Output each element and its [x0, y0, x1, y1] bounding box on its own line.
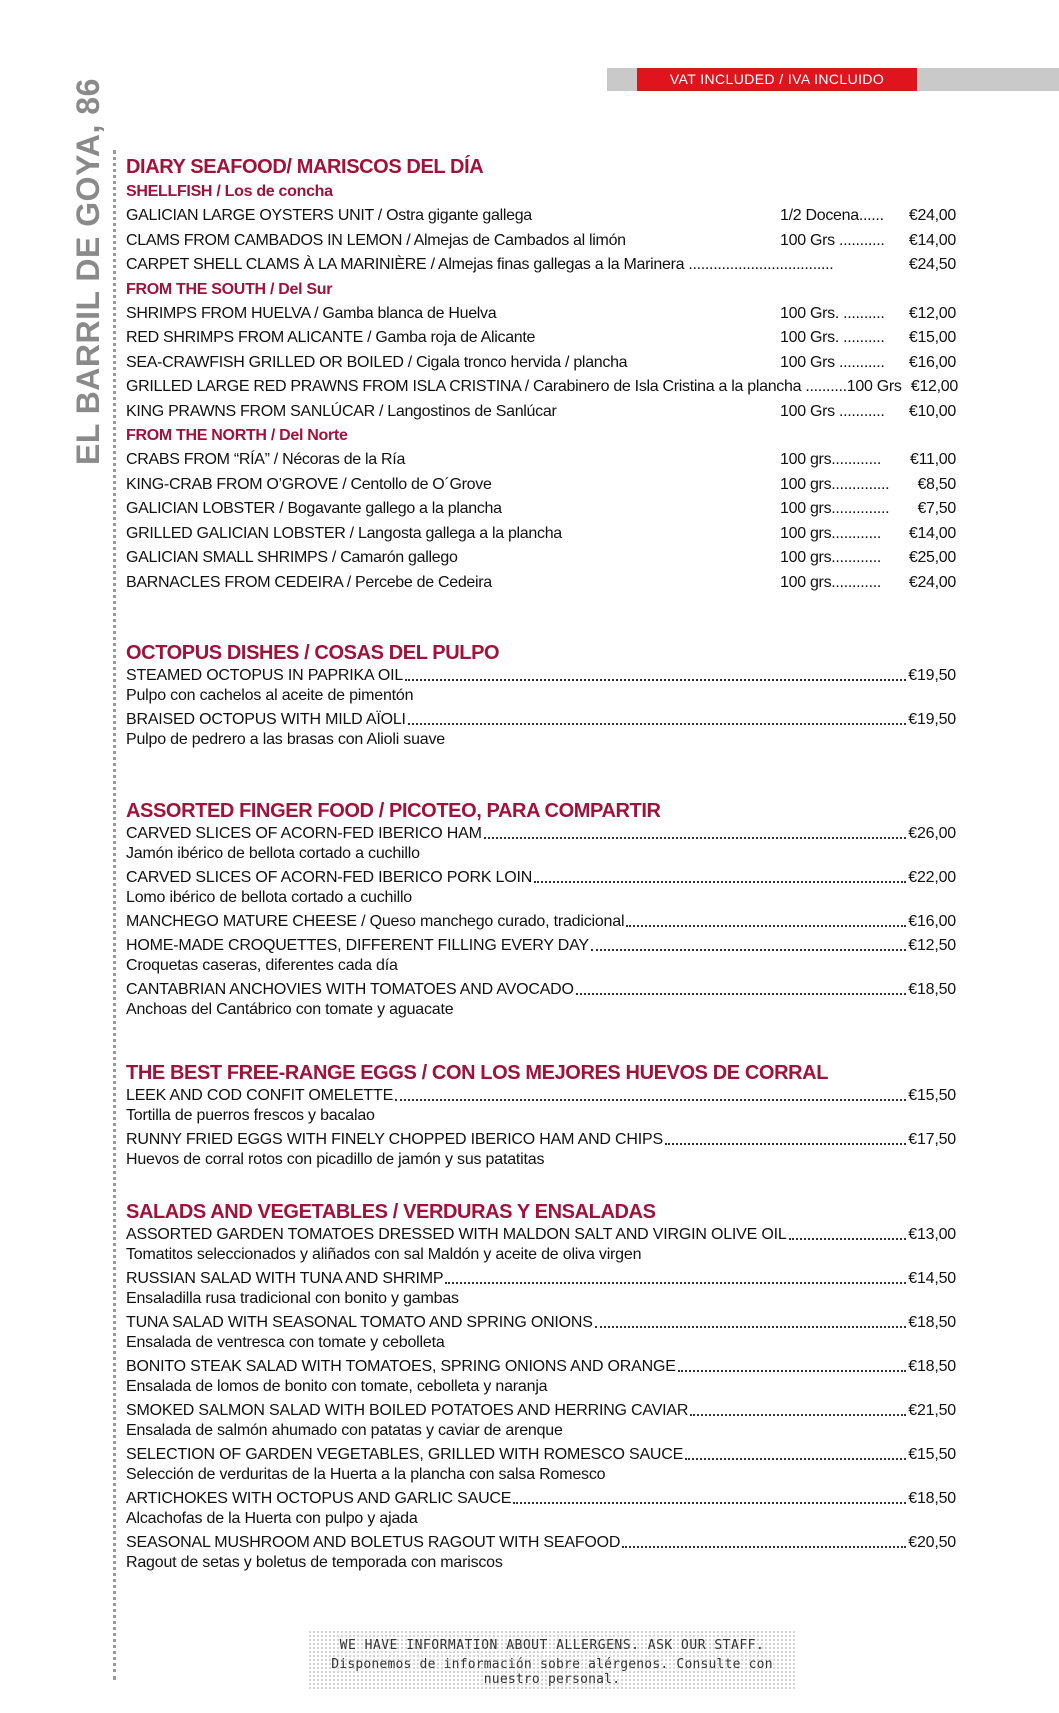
menu-item: [126, 473, 956, 498]
menu-item: [126, 375, 956, 400]
subsection-label: FROM THE NORTH / Del Norte: [126, 427, 348, 444]
dot-leader: [665, 1130, 906, 1145]
item-name: HOME-MADE CROQUETTES, DIFFERENT FILLING EVERY DAY: [126, 937, 589, 954]
item-name: MANCHEGO MATURE CHEESE / Queso manchego curado, tradicional: [126, 913, 625, 930]
menu-item: [126, 204, 956, 229]
menu-item: [126, 1533, 956, 1573]
menu-item: [126, 980, 956, 1020]
item-price: €14,00: [908, 524, 956, 542]
item-price: €17,50: [908, 1131, 956, 1148]
item-name: GRILLED LARGE RED PRAWNS FROM ISLA CRISTINA / Carabinero de Isla Cristina a la plancha ..........100 Grs: [126, 378, 902, 395]
item-price: €24,00: [908, 207, 956, 224]
item-name: SHRIMPS FROM HUELVA / Gamba blanca de Huelva: [126, 304, 497, 322]
item-price: €12,00: [910, 378, 958, 395]
item-price: €25,00: [908, 549, 956, 566]
item-price: €22,00: [908, 869, 956, 886]
dot-leader: [622, 1533, 906, 1548]
item-name: RUSSIAN SALAD WITH TUNA AND SHRIMP: [126, 1270, 444, 1287]
item-name: CARVED SLICES OF ACORN-FED IBERICO PORK LOIN: [126, 869, 533, 886]
menu-item: [126, 302, 956, 327]
dot-leader: [484, 824, 907, 839]
item-description: Lomo ibérico de bellota cortado a cuchillo: [126, 889, 412, 906]
item-name: GALICIAN LARGE OYSTERS UNIT / Ostra gigante gallega: [126, 207, 532, 224]
item-price: €16,00: [908, 353, 956, 371]
item-name: SMOKED SALMON SALAD WITH BOILED POTATOES AND HERRING CAVIAR: [126, 1402, 689, 1419]
item-name: GRILLED GALICIAN LOBSTER / Langosta gallega a la plancha: [126, 524, 562, 542]
dot-leader: [395, 1086, 906, 1101]
item-price: €11,00: [910, 451, 956, 468]
item-quantity: 100 grs..............: [780, 500, 890, 517]
menu-item: [126, 1130, 956, 1170]
item-price: €18,50: [908, 1358, 956, 1375]
item-description: Croquetas caseras, diferentes cada día: [126, 957, 398, 974]
menu-item: [126, 253, 956, 278]
section-salads: [126, 1199, 956, 1573]
item-description: Ensalada de salmón ahumado con patatas y caviar de arenque: [126, 1422, 563, 1439]
item-price: €26,00: [908, 825, 956, 842]
dot-leader: [626, 912, 906, 927]
item-quantity: 100 Grs ...........: [780, 231, 885, 249]
item-price: €21,50: [908, 1402, 956, 1419]
item-description: Alcachofas de la Huerta con pulpo y ajada: [126, 1510, 418, 1527]
item-price: €14,50: [908, 1270, 956, 1287]
item-price: €16,00: [908, 913, 956, 930]
menu-item: [126, 448, 956, 473]
item-price: €12,50: [908, 937, 956, 954]
item-price: €18,50: [908, 1314, 956, 1331]
item-name: BONITO STEAK SALAD WITH TOMATOES, SPRING ONIONS AND ORANGE: [126, 1358, 676, 1375]
item-quantity: 100 grs..............: [780, 475, 890, 493]
allergen-notice-en: WE HAVE INFORMATION ABOUT ALLERGENS. ASK OUR STAFF.: [339, 1638, 765, 1653]
item-name: CANTABRIAN ANCHOVIES WITH TOMATOES AND AVOCADO: [126, 981, 574, 998]
menu-item: [126, 824, 956, 864]
restaurant-side-title: EL BARRIL DE GOYA, 86: [70, 78, 106, 465]
menu-item: [126, 546, 956, 571]
dot-leader: [595, 1313, 907, 1328]
section-title: THE BEST FREE-RANGE EGGS / CON LOS MEJORES HUEVOS DE CORRAL: [126, 1062, 829, 1084]
item-price: €24,50: [908, 256, 956, 273]
dot-leader: [445, 1269, 906, 1284]
dot-leader: [690, 1401, 906, 1416]
menu-item: [126, 571, 956, 596]
item-description: Huevos de corral rotos con picadillo de jamón y sus patatitas: [126, 1151, 545, 1168]
menu-item: [126, 666, 956, 706]
item-description: Ragout de setas y boletus de temporada con mariscos: [126, 1554, 503, 1571]
item-name: CARPET SHELL CLAMS À LA MARINIÈRE / Almejas finas gallegas a la Marinera ...................................: [126, 256, 834, 273]
vat-label: VAT INCLUDED / IVA INCLUIDO: [637, 68, 917, 91]
item-price: €14,00: [908, 231, 956, 249]
item-name: CLAMS FROM CAMBADOS IN LEMON / Almejas de Cambados al limón: [126, 231, 626, 249]
menu-item: [126, 1401, 956, 1441]
dot-leader: [408, 710, 906, 725]
menu-item: [126, 868, 956, 908]
item-description: Ensalada de ventresca con tomate y cebolleta: [126, 1334, 445, 1351]
item-description: Tortilla de puerros frescos y bacalao: [126, 1107, 375, 1124]
menu-item: [126, 1489, 956, 1529]
item-name: SEA-CRAWFISH GRILLED OR BOILED / Cigala tronco hervida / plancha: [126, 353, 628, 371]
menu-item: [126, 351, 956, 376]
item-quantity: 100 grs............: [780, 549, 882, 566]
item-price: €13,00: [908, 1226, 956, 1243]
item-name: STEAMED OCTOPUS IN PAPRIKA OIL: [126, 667, 404, 684]
item-quantity: 100 Grs. ..........: [780, 329, 885, 346]
item-description: Tomatitos seleccionados y aliñados con sal Maldón y aceite de oliva virgen: [126, 1246, 642, 1263]
section-octopus: [126, 640, 956, 750]
dot-leader: [405, 666, 906, 681]
item-quantity: 1/2 Docena......: [780, 207, 884, 224]
item-description: Ensalada de lomos de bonito con tomate, cebolleta y naranja: [126, 1378, 548, 1395]
item-quantity: 100 Grs ...........: [780, 402, 885, 420]
item-name: GALICIAN LOBSTER / Bogavante gallego a la plancha: [126, 500, 502, 517]
item-price: €20,50: [908, 1534, 956, 1551]
dot-leader: [576, 980, 906, 995]
subsection-label: SHELLFISH / Los de concha: [126, 183, 333, 200]
item-description: Pulpo de pedrero a las brasas con Alioli suave: [126, 731, 446, 748]
dot-leader: [513, 1489, 906, 1504]
item-name: GALICIAN SMALL SHRIMPS / Camarón gallego: [126, 549, 458, 566]
section-finger-food: [126, 798, 956, 1020]
subsection-label: FROM THE SOUTH / Del Sur: [126, 280, 333, 298]
menu-item: [126, 497, 956, 522]
dot-leader: [789, 1225, 907, 1240]
item-quantity: 100 Grs. ..........: [780, 304, 885, 322]
item-name: LEEK AND COD CONFIT OMELETTE: [126, 1087, 394, 1104]
allergen-notice-es: Disponemos de información sobre alérgenos. Consulte con nuestro personal.: [331, 1657, 773, 1687]
menu-item: [126, 522, 956, 547]
menu-item: [126, 400, 956, 425]
section-title: DIARY SEAFOOD/ MARISCOS DEL DÍA: [126, 156, 484, 178]
item-name: RUNNY FRIED EGGS WITH FINELY CHOPPED IBERICO HAM AND CHIPS: [126, 1131, 663, 1148]
section-title: SALADS AND VEGETABLES / VERDURAS Y ENSALADAS: [126, 1201, 656, 1223]
item-name: RED SHRIMPS FROM ALICANTE / Gamba roja de Alicante: [126, 329, 536, 346]
item-name: SEASONAL MUSHROOM AND BOLETUS RAGOUT WITH SEAFOOD: [126, 1534, 621, 1551]
item-description: Jamón ibérico de bellota cortado a cuchillo: [126, 845, 420, 862]
menu-item: [126, 1225, 956, 1265]
item-description: Ensaladilla rusa tradicional con bonito y gambas: [126, 1290, 459, 1307]
item-price: €10,00: [908, 402, 956, 420]
item-price: €12,00: [908, 304, 956, 322]
item-price: €24,00: [908, 573, 956, 591]
item-name: BRAISED OCTOPUS WITH MILD AÏOLI: [126, 711, 406, 728]
dot-leader: [685, 1445, 906, 1460]
item-name: KING-CRAB FROM O’GROVE / Centollo de O´Grove: [126, 475, 492, 493]
vat-banner: [607, 68, 1059, 91]
dot-leader: [678, 1357, 907, 1372]
item-price: €19,50: [908, 667, 956, 684]
item-name: KING PRAWNS FROM SANLÚCAR / Langostinos de Sanlúcar: [126, 402, 557, 420]
item-price: €15,50: [908, 1087, 956, 1104]
menu-item: [126, 1445, 956, 1485]
item-name: BARNACLES FROM CEDEIRA / Percebe de Cedeira: [126, 573, 492, 591]
item-name: ASSORTED GARDEN TOMATOES DRESSED WITH MALDON SALT AND VIRGIN OLIVE OIL: [126, 1226, 787, 1243]
item-quantity: 100 grs............: [780, 524, 882, 542]
item-price: €8,50: [917, 475, 956, 493]
item-quantity: 100 grs............: [780, 573, 882, 591]
item-quantity: 100 grs............: [780, 451, 882, 468]
item-name: CARVED SLICES OF ACORN-FED IBERICO HAM: [126, 825, 482, 842]
dot-leader: [534, 868, 906, 883]
section-title: OCTOPUS DISHES / COSAS DEL PULPO: [126, 642, 500, 664]
item-name: SELECTION OF GARDEN VEGETABLES, GRILLED WITH ROMESCO SAUCE: [126, 1446, 684, 1463]
item-price: €7,50: [917, 500, 956, 517]
section-title: ASSORTED FINGER FOOD / PICOTEO, PARA COMPARTIR: [126, 800, 661, 822]
item-description: Selección de verduritas de la Huerta a la plancha con salsa Romesco: [126, 1466, 606, 1483]
item-price: €15,00: [908, 329, 956, 346]
item-price: €18,50: [908, 981, 956, 998]
item-price: €18,50: [908, 1490, 956, 1507]
item-quantity: 100 Grs ...........: [780, 353, 885, 371]
menu-item: [126, 326, 956, 351]
item-description: Pulpo con cachelos al aceite de pimentón: [126, 687, 414, 704]
menu-item: [126, 912, 956, 932]
menu-item: [126, 1313, 956, 1353]
item-price: €15,50: [908, 1446, 956, 1463]
item-description: Anchoas del Cantábrico con tomate y aguacate: [126, 1001, 454, 1018]
menu-item: [126, 936, 956, 976]
menu-item: [126, 229, 956, 254]
item-name: CRABS FROM “RÍA” / Nécoras de la Ría: [126, 451, 406, 468]
menu-item: [126, 1269, 956, 1309]
menu-item: [126, 710, 956, 750]
menu-item: [126, 1086, 956, 1126]
item-name: ARTICHOKES WITH OCTOPUS AND GARLIC SAUCE: [126, 1490, 512, 1507]
dot-leader: [591, 936, 906, 951]
item-price: €19,50: [908, 711, 956, 728]
item-name: TUNA SALAD WITH SEASONAL TOMATO AND SPRING ONIONS: [126, 1314, 593, 1331]
menu-item: [126, 1357, 956, 1397]
section-seafood: [126, 154, 956, 595]
allergen-notice: [308, 1630, 796, 1690]
section-eggs: [126, 1060, 956, 1170]
